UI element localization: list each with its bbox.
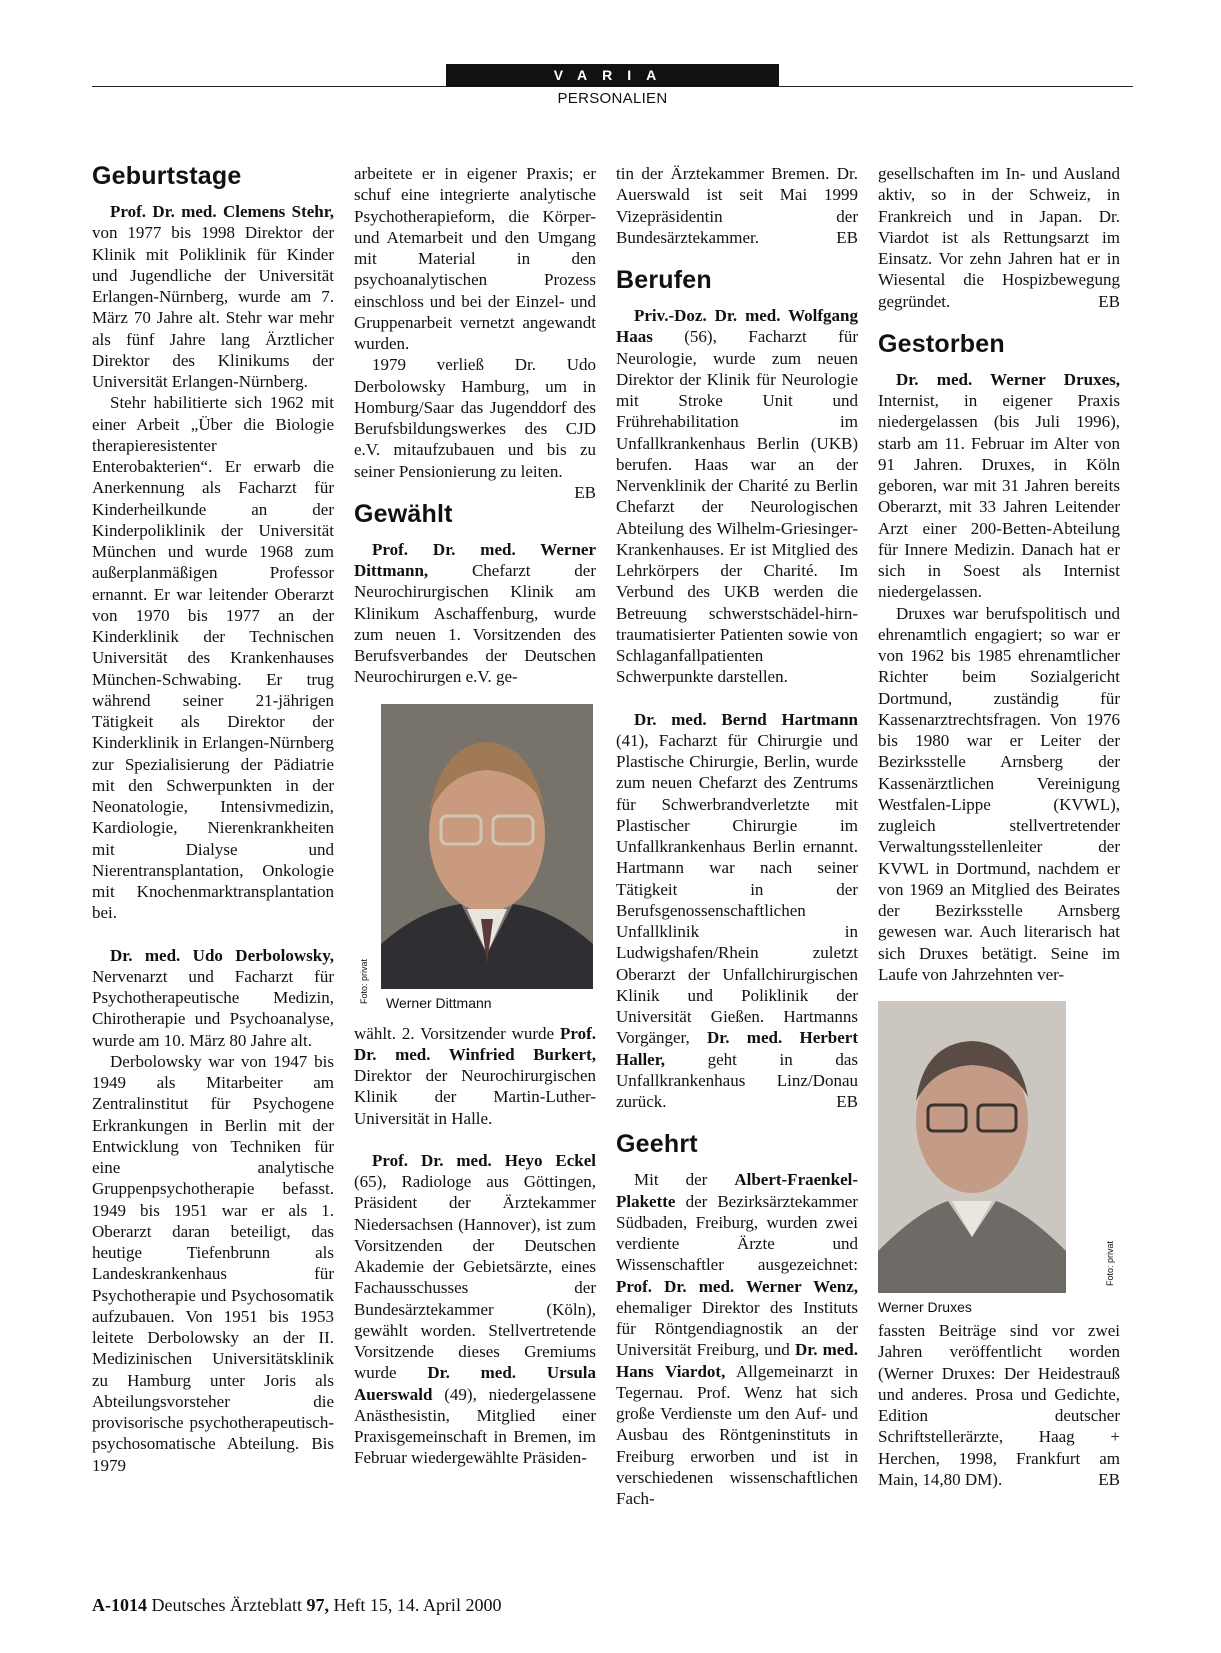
photo-druxes	[878, 1001, 1120, 1315]
paragraph: Dr. med. Udo Derbolowsky, Nervenarzt und Facharzt für Psychotherapeutische Medizin, Chirotherapie und Psychoanalyse, wurde am 10. März 80 Jahre alt.	[92, 945, 334, 1050]
volume: 97,	[306, 1595, 329, 1615]
heading-berufen: Berufen	[616, 266, 712, 294]
author-signature: EB	[574, 482, 596, 502]
page-number: A-1014	[92, 1595, 147, 1615]
paragraph: Dr. med. Bernd Hartmann (41), Facharzt für Chirurgie und Plastische Chirurgie, Berlin, wurde zum neuen Chefarzt des Zentrums für Schwerbrandverletzte mit Plastischer Chirurgie im Unfallkrankenhaus Berlin ernannt. Hartmann war nach seiner Tätigkeit in der Berufsgenossenschaftlichen Unfallklinik in Ludwigshafen/Rhein zuletzt Oberarzt der Unfallchirurgischen Klinik und Poliklinik der Universität Gießen. Hartmanns Vorgänger, Dr. med. Herbert Haller, geht in das Unfallkrankenhaus Linz/Donau zurück. EB	[616, 709, 858, 1111]
heading-gestorben: Gestorben	[878, 329, 1005, 358]
paragraph: Druxes war berufspolitisch und ehrenamtlich engagiert; so war er von 1962 bis 1985 ehrenamtlicher Richter beim Sozialgericht Dortmund, zuständig für Kassenarztrechtsfragen. Von 1976 bis 1980 war er Leiter der Bezirksstelle Arnsberg der Kassenärztlichen Vereinigung Westfalen-Lippe (KVWL), zugleich stellvertretender Verwaltungsstellenleiter der KVWL in Dortmund, nachdem er von 1969 an Mitglied des Beirates der Bezirksstelle Arnsberg gewesen war. Auch literarisch hat sich Druxes betätigt. Seine im Laufe von Jahrzehnten ver-	[878, 603, 1120, 984]
column-1	[92, 163, 334, 1476]
heading-geburtstage: Geburtstage	[92, 162, 242, 190]
author-signature: EB	[1098, 291, 1120, 311]
author-signature: EB	[836, 1092, 858, 1111]
paragraph: Priv.-Doz. Dr. med. Wolfgang Haas (56), Facharzt für Neurologie, wurde zum neuen Direktor der Klinik für Neurologie mit Stroke Unit und Frührehabilitation im Unfallkrankenhaus Berlin (UKB) berufen. Haas war an der Nervenklinik der Charité zu Berlin Chefarzt der Neurologischen Abteilung des Wilhelm-Griesinger-Krankenhauses. Er ist Mitglied des Lehrkörpers der Charité. Im Verbund des UKB werden die Betreuung schwerstschädel-hirn-traumatisierter Patienten sowie von Schlaganfallpatienten Schwerpunkte darstellen.	[616, 306, 858, 687]
paragraph: Prof. Dr. med. Clemens Stehr, von 1977 bis 1998 Direktor der Klinik mit Poliklinik für Kinder und Jugendliche der Universität Erlangen-Nürnberg, wurde am 7. März 70 Jahre alt. Stehr war mehr als fünf Jahre lang Ärztlicher Direktor des Klinikums der Universität Erlangen-Nürnberg.	[92, 202, 334, 391]
person-name: Prof. Dr. med. Clemens Stehr,	[110, 202, 334, 221]
column-4	[878, 163, 1120, 1490]
paragraph: Dr. med. Werner Druxes, Internist, in eigener Praxis niedergelassen (bis Juli 1996), starb am 11. Februar im Alter von 91 Jahren. Druxes, in Köln geboren, war mit 31 Jahren bereits Oberarzt, mit 33 Jahren Leitender Arzt einer 200-Betten-Abteilung für Innere Medizin. Danach hat er sich in Soest als Internist niedergelassen.	[878, 369, 1120, 602]
portrait-image	[878, 1001, 1066, 1293]
person-name: Dr. med. Udo Derbolowsky,	[110, 945, 334, 965]
section-title: VARIA	[446, 64, 779, 87]
journal-name: Deutsches Ärzteblatt	[151, 1595, 302, 1615]
paragraph: arbeitete er in eigener Praxis; er schuf eine integrierte analytische Psychotherapieform, die Körper- und Atemarbeit und den Umgang mit Material in den psychoanalytischen Prozess einschloss und bei der Einzel- und Gruppenarbeit vernetzt angewandt wurden.	[354, 164, 596, 353]
paragraph: Prof. Dr. med. Werner Dittmann, Chefarzt der Neurochirurgischen Klinik am Klinikum Aschaffenburg, wurde zum neuen 1. Vorsitzenden des Berufsverbandes der Deutschen Neurochirurgen e.V. ge-	[354, 539, 596, 687]
paragraph: Stehr habilitierte sich 1962 mit einer Arbeit „Über die Biologie therapieresistenter Enterobakterien“. Er erwarb die Anerkennung als Facharzt für Kinderheilkunde an der Kinderpoliklinik der Universität München und wurde 1968 zum außerplanmäßigen Professor ernannt. Er war leitender Oberarzt von 1970 bis 1977 an der Kinderklinik der Technischen Universität des Krankenhauses München-Schwabing. Er trug während seiner 21-jährigen Tätigkeit als Direktor der Kinderklinik in Erlangen-Nürnberg zur Spezialisierung der Pädiatrie mit den Schwerpunkten in der Neonatologie, Intensivmedizin, Kardiologie, Nierenkrankheiten mit Dialyse und Nierentransplantation, Onkologie mit Knochenmarktransplantation bei.	[92, 393, 334, 923]
portrait-illustration	[878, 1001, 1066, 1293]
award-name: Albert-Fraenkel-Plakette	[616, 1170, 858, 1211]
paragraph: gesellschaften im In- und Ausland aktiv, so in der Schweiz, in Frankreich und in Japan. Dr. Viardot ist als Rettungsarzt im Einsatz. Vor zehn Jahren hat er in Wiesental die Hospizbewegung gegründet. EB	[878, 164, 1120, 311]
person-name: Dr. med. Werner Druxes,	[896, 369, 1120, 389]
author-signature: EB	[1098, 1469, 1120, 1489]
column-2	[354, 163, 596, 1469]
subsection-title: PERSONALIEN	[557, 90, 668, 107]
page-footer	[92, 1595, 501, 1616]
paragraph: wählt. 2. Vorsitzender wurde Prof. Dr. med. Winfried Burkert, Direktor der Neurochirurgischen Klinik der Martin-Luther-Universität in Halle.	[354, 1023, 596, 1128]
paragraph: fassten Beiträge sind vor zwei Jahren veröffentlicht worden (Werner Druxes: Der Heidestrauß und anderes. Prosa und Gedichte, Edition deutscher Schriftstellerärzte, Haag + Herchen, 1998, Frankfurt am Main, 14,80 DM). EB	[878, 1321, 1120, 1489]
person-name: Dr. med. Bernd Hartmann	[634, 709, 858, 729]
photo-dittmann	[354, 704, 596, 1015]
column-3	[616, 163, 858, 1509]
person-name: Dr. med. Hans Viardot,	[616, 1340, 858, 1381]
heading-gewaehlt: Gewählt	[354, 499, 453, 528]
photo-caption: Werner Druxes	[878, 1299, 972, 1315]
paragraph: Derbolowsky war von 1947 bis 1949 als Mitarbeiter am Zentralinstitut für Psychogene Erkrankungen in Berlin mit der Entwicklung von Techniken für eine analytische Gruppenpsychotherapie befasst. 1949 bis 1951 war er als 1. Oberarzt daran beteiligt, das heutige Tiefenbrunn als Landeskrankenhaus für Psychotherapie und Psychosomatik aufzubauen. Von 1951 bis 1953 leitete Derbolowsky an der II. Medizinischen Universitätsklinik zu Hamburg unter Joris als Abteilungsvorsteher die provisorische psychotherapeutisch-psychosomatische Abteilung. Bis 1979	[92, 1051, 334, 1475]
photo-credit: Foto: privat	[359, 958, 369, 1004]
person-name: Prof. Dr. med. Werner Dittmann,	[354, 539, 596, 580]
photo-caption: Werner Dittmann	[386, 994, 492, 1011]
person-name: Dr. med. Herbert Haller,	[616, 1028, 858, 1069]
photo-credit: Foto: privat	[1105, 1240, 1115, 1286]
person-name: Priv.-Doz. Dr. med. Wolfgang Haas	[616, 306, 858, 347]
person-name: Prof. Dr. med. Werner Wenz,	[616, 1276, 858, 1296]
person-name: Dr. med. Ursula Auerswald	[354, 1363, 596, 1404]
portrait-illustration	[381, 704, 593, 989]
person-name: Prof. Dr. med. Heyo Eckel	[372, 1150, 596, 1170]
issue-date: Heft 15, 14. April 2000	[333, 1595, 502, 1615]
portrait-image	[381, 704, 593, 989]
heading-geehrt: Geehrt	[616, 1130, 698, 1159]
paragraph: tin der Ärztekammer Bremen. Dr. Auerswald ist seit Mai 1999 Vizepräsidentin der Bundesärztekammer. EB	[616, 164, 858, 247]
paragraph: Prof. Dr. med. Heyo Eckel (65), Radiologe aus Göttingen, Präsident der Ärztekammer Niedersachsen (Hannover), ist zum Vorsitzenden der Deutschen Akademie der Gebietsärzte, eines Fachausschusses der Bundesärztekammer (Köln), gewählt worden. Stellvertretende Vorsitzende dieses Gremiums wurde Dr. med. Ursula Auerswald (49), niedergelassene Anästhesistin, Mitglied einer Praxisgemeinschaft in Bremen, im Februar wiedergewählte Präsiden-	[354, 1150, 596, 1468]
person-name: Prof. Dr. med. Winfried Burkert,	[354, 1023, 596, 1064]
paragraph: Mit der Albert-Fraenkel-Plakette der Bezirksärztekammer Südbaden, Freiburg, wurden zwei verdiente Ärzte und Wissenschaftler ausgezeichnet: Prof. Dr. med. Werner Wenz, ehemaliger Direktor des Instituts für Röntgendiagnostik an der Universität Freiburg, und Dr. med. Hans Viardot, Allgemeinarzt in Tegernau. Prof. Wenz hat sich große Verdienste um den Auf- und Ausbau des Röntgeninstituts in Freiburg erworben und ist in verschiedenen wissenschaftlichen Fach-	[616, 1170, 858, 1508]
author-signature: EB	[836, 227, 858, 247]
paragraph: 1979 verließ Dr. Udo Derbolowsky Hamburg, um in Homburg/Saar das Jugenddorf des Berufsbildungswerkes des CJD e.V. mitaufzubauen und bis zu seiner Pensionierung zu leiten. EB	[354, 355, 596, 502]
